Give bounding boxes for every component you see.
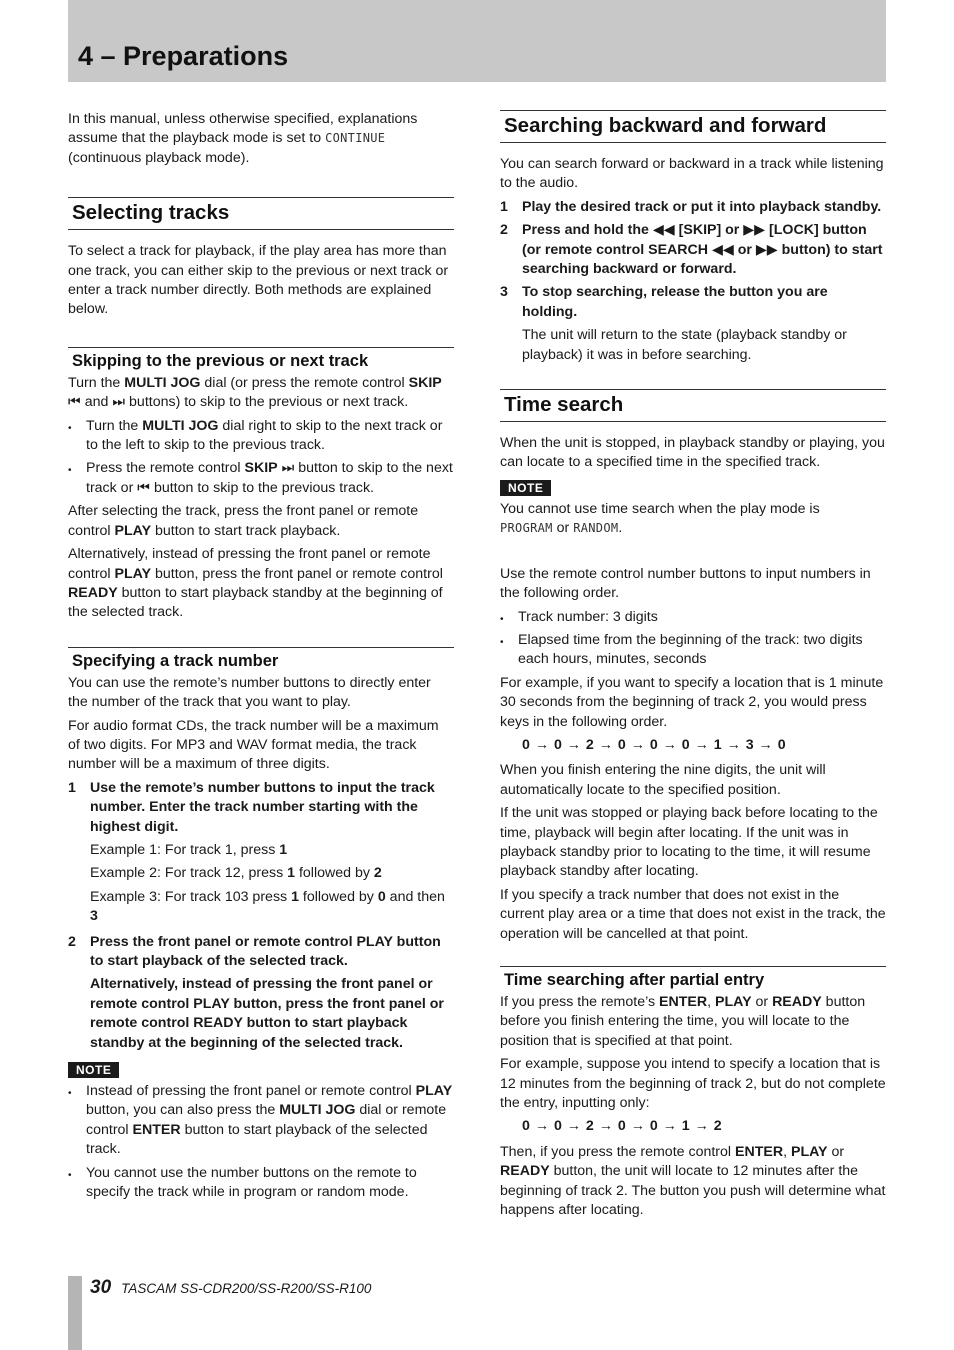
note-label: NOTE [500, 480, 551, 496]
search-step-2: 2 Press and hold the ◀◀ [SKIP] or ▶▶ [LOCK] button (or remote control SEARCH ◀◀ or ▶▶ button) to start searching backward or forward. [500, 222, 883, 278]
example-3: Example 3: For track 103 press 1 followed by 0 and then 3 [90, 888, 445, 925]
lcd-continue: CONTINUE [325, 131, 386, 146]
example-1: Example 1: For track 1, press 1 [90, 841, 288, 858]
page-number: 30 [90, 1277, 112, 1298]
list-item: • Turn the MULTI JOG dial right to skip to the next track or to the left to skip to the previous track. [68, 417, 454, 456]
list-item: • Elapsed time from the beginning of the track: two digits each hours, minutes, seconds [500, 631, 886, 670]
searching-p1: You can search forward or backward in a track while listening to the audio. [500, 156, 884, 192]
example-2: Example 2: For track 12, press 1 followed by 2 [90, 865, 382, 882]
lcd-random: RANDOM [573, 521, 619, 536]
list-item: • Press the remote control SKIP ⏭ button to skip to the next track or ⏮ button to skip to the previous track. [68, 459, 454, 498]
step-2: 2 Press the front panel or remote control PLAY button to start playback of the selected track. [68, 933, 441, 969]
left-column [68, 110, 454, 1206]
time-search-p3: For example, if you want to specify a location that is 1 minute 30 seconds from the beginning of track 2, you would press keys in the following order. [500, 674, 884, 730]
list-item: • Instead of pressing the front panel or remote control PLAY button, you can also press the MULTI JOG dial or remote control ENTER button to start playback of the selected track. [68, 1082, 454, 1160]
time-search-p5: If the unit was stopped or playing back before locating to the time, playback will begin after locating. If the unit was in playback standby prior to locating to the time, it will resume playback standby after locating. [500, 805, 878, 880]
partial-p2: For example, suppose you intend to specify a location that is 12 minutes from the beginning of track 2, but do not complete the entry, inputting only: [500, 1056, 886, 1112]
specifying-p2: For audio format CDs, the track number will be a maximum of two digits. For MP3 and WAV format media, the track number will be a maximum of three digits. [68, 717, 439, 773]
time-search-p4: When you finish entering the nine digits, the unit will automatically locate to the specified position. [500, 762, 826, 798]
specifying-p1: You can use the remote’s number buttons to directly enter the number of the track that you want to play. [68, 674, 431, 711]
intro-text: In this manual, unless otherwise specified, explanations assume that the playback mode is set to [68, 111, 418, 147]
section-specifying: Specifying a track number [68, 647, 454, 674]
step-1: 1 Use the remote’s number buttons to input the track number. Enter the track number starting with the highest digit. [68, 779, 435, 835]
partial-p3: Then, if you press the remote control ENTER, PLAY or READY button, the unit will locate to 12 minutes after the beginning of track 2. The button you push will determine what happens after locating. [500, 1143, 886, 1219]
list-item: • You cannot use the number buttons on the remote to specify the track while in program or random mode. [68, 1164, 454, 1203]
page-footer [90, 1277, 371, 1300]
search-step-3: 3 To stop searching, release the button you are holding. [500, 284, 828, 320]
time-search-note: You cannot use time search when the play mode is PROGRAM or RANDOM. [500, 500, 820, 537]
section-skipping: Skipping to the previous or next track [68, 347, 454, 374]
search-step-1: 1 Play the desired track or put it into playback standby. [500, 198, 882, 215]
footer-bar [68, 1276, 82, 1350]
section-searching: Searching backward and forward [500, 110, 886, 143]
partial-p1: If you press the remote’s ENTER, PLAY or READY button before you finish entering the time, you will locate to the position that is specified at that point. [500, 994, 866, 1049]
list-item: • Track number: 3 digits [500, 608, 886, 627]
time-search-p6: If you specify a track number that does not exist in the current play area or a time that does not exist in the track, the operation will be cancelled at that point. [500, 886, 886, 942]
chapter-title: 4 – Preparations [78, 41, 289, 71]
section-selecting-tracks: Selecting tracks [68, 197, 454, 230]
intro-text-end: (continuous playback mode). [68, 149, 250, 166]
section-time-search: Time search [500, 389, 886, 422]
selecting-body: To select a track for playback, if the play area has more than one track, you can either skip to the previous or next track or enter a track number directly. Both methods are explained below. [68, 243, 449, 318]
step-2-alternative: Alternatively, instead of pressing the front panel or remote control PLAY button, press the front panel or remote control READY button to start playback standby at the beginning of the selected track. [90, 976, 444, 1051]
skipping-p1: Turn the MULTI JOG dial (or press the remote control SKIP ⏮ and ⏭ buttons) to skip to the previous or next track. [68, 374, 442, 411]
note-label: NOTE [68, 1062, 119, 1078]
skipping-list [68, 417, 454, 499]
note-list [68, 1082, 454, 1202]
search-step-3-detail: The unit will return to the state (playback standby or playback) it was in before searching. [522, 327, 847, 363]
lcd-program: PROGRAM [500, 521, 553, 536]
skipping-p3: Alternatively, instead of pressing the front panel or remote control PLAY button, press the front panel or remote control READY button to start playback standby at the beginning of the selected track. [68, 546, 443, 621]
time-search-p2: Use the remote control number buttons to input numbers in the following order. [500, 565, 871, 602]
section-partial-entry: Time searching after partial entry [500, 966, 886, 993]
time-search-p1: When the unit is stopped, in playback standby or playing, you can locate to a specified time in the specified track. [500, 435, 885, 471]
intro-paragraph [68, 110, 454, 168]
skipping-p2: After selecting the track, press the front panel or remote control PLAY button to start track playback. [68, 503, 419, 539]
key-sequence: 0 → 0 → 2 → 0 → 0 → 1 → 2 [522, 1118, 722, 1135]
footer-model: TASCAM SS-CDR200/SS-R200/SS-R100 [121, 1281, 372, 1296]
right-column [500, 110, 886, 1224]
key-sequence: 0 → 0 → 2 → 0 → 0 → 0 → 1 → 3 → 0 [522, 736, 786, 753]
time-search-list [500, 608, 886, 670]
